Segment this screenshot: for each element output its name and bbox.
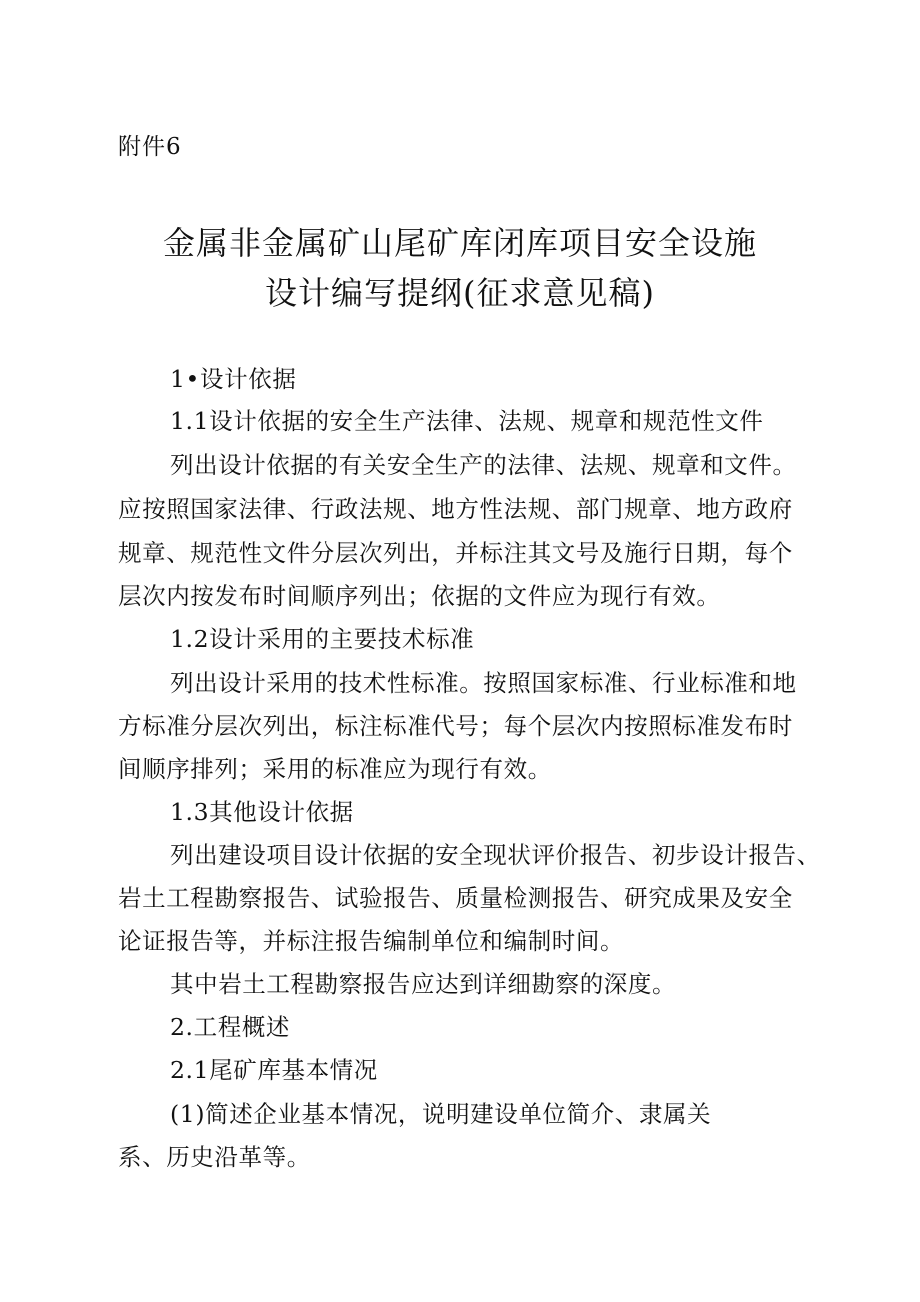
paragraph-line: 列出设计依据的有关安全生产的法律、法规、规章和文件。: [170, 451, 797, 479]
paragraph-line: 其中岩土工程勘察报告应达到详细勘察的深度。: [170, 970, 677, 998]
attachment-label: 附件6: [118, 134, 182, 160]
section-1-1-heading: 1.1设计依据的安全生产法律、法规、规章和规范性文件: [170, 407, 764, 435]
paragraph-line: 规章、规范性文件分层次列出，并标注其文号及施行日期，每个: [118, 539, 793, 567]
document-title-line-1: 金属非金属矿山尾矿库闭库项目安全设施: [162, 224, 757, 262]
paragraph-line: 间顺序排列；采用的标准应为现行有效。: [118, 755, 552, 783]
section-2-1-heading: 2.1尾矿库基本情况: [170, 1056, 378, 1084]
paragraph-line: 岩土工程勘察报告、试验报告、质量检测报告、研究成果及安全: [118, 884, 793, 912]
paragraph-line: 方标准分层次列出，标注标准代号；每个层次内按照标准发布时: [118, 712, 793, 740]
paragraph-line: 列出建设项目设计依据的安全现状评价报告、初步设计报告、: [170, 841, 821, 869]
document-title-line-2: 设计编写提纲(征求意见稿): [265, 274, 655, 312]
paragraph-line: (1)简述企业基本情况，说明建设单位简介、隶属关: [170, 1100, 712, 1128]
paragraph-line: 层次内按发布时间顺序列出；依据的文件应为现行有效。: [118, 582, 721, 610]
paragraph-line: 应按照国家法律、行政法规、地方性法规、部门规章、地方政府: [118, 495, 793, 523]
paragraph-line: 论证报告等，并标注报告编制单位和编制时间。: [118, 927, 625, 955]
paragraph-line: 列出设计采用的技术性标准。按照国家标准、行业标准和地: [170, 669, 797, 697]
section-1-2-heading: 1.2设计采用的主要技术标准: [170, 625, 475, 653]
section-1-heading: 1•设计依据: [170, 365, 297, 393]
section-1-3-heading: 1.3其他设计依据: [170, 798, 354, 826]
paragraph-line: 系、历史沿革等。: [118, 1143, 311, 1171]
section-2-heading: 2.工程概述: [170, 1013, 291, 1041]
